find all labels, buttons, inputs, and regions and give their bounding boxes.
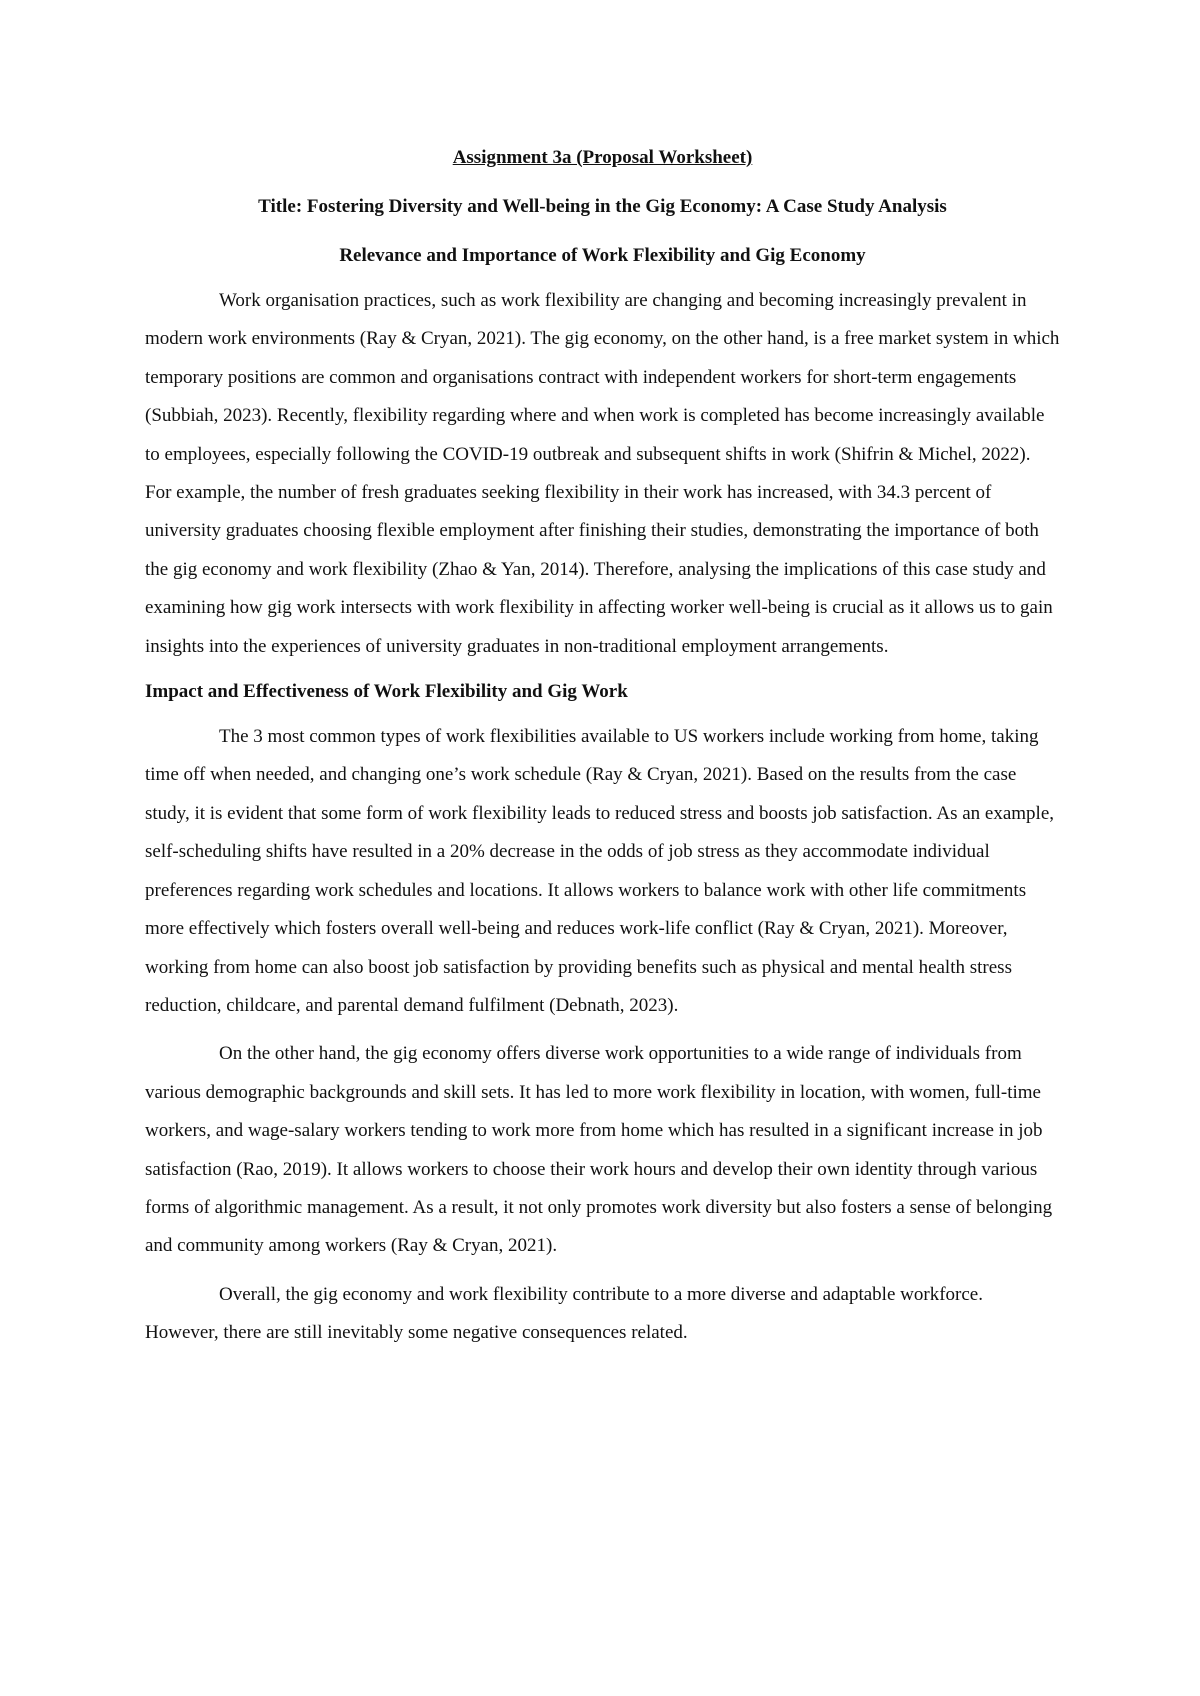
paragraph-impact-2: On the other hand, the gig economy offers diverse work opportunities to a wide range of individuals from various demographic backgrounds and skill sets. It has led to more work flexibility in location, with women, full-time workers, and wage-salary workers tending to work more from home which has resulted in a significant increase in job satisfaction (Rao, 2019). It allows workers to choose their work hours and develop their own identity through various forms of algorithmic management. As a result, it not only promotes work diversity but also fosters a sense of belonging and community among workers (Ray & Cryan, 2021).: [145, 1043, 1053, 1257]
section-heading-relevance: Relevance and Importance of Work Flexibility and Gig Economy: [339, 245, 866, 266]
document-title: Assignment 3a (Proposal Worksheet): [452, 147, 753, 168]
paragraph-relevance: Work organisation practices, such as work flexibility are changing and becoming increasingly prevalent in modern work environments (Ray & Cryan, 2021). The gig economy, on the other hand, is a free market system in which temporary positions are common and organisations contract with independent workers for short-term engagements (Subbiah, 2023). Recently, flexibility regarding where and when work is completed has become increasingly available to employees, especially following the COVID-19 outbreak and subsequent shifts in work (Shifrin & Michel, 2022). For example, the number of fresh graduates seeking flexibility in their work has increased, with 34.3 percent of university graduates choosing flexible employment after finishing their studies, demonstrating the importance of both the gig economy and work flexibility (Zhao & Yan, 2014). Therefore, analysing the implications of this case study and examining how gig work intersects with work flexibility in affecting worker well-being is crucial as it allows us to gain insights into the experiences of university graduates in non-traditional employment arrangements.: [145, 290, 1060, 657]
document-subtitle: Title: Fostering Diversity and Well-being in the Gig Economy: A Case Study Analysis: [258, 196, 947, 217]
paragraph-impact-3: Overall, the gig economy and work flexibility contribute to a more diverse and adaptable workforce. However, there are still inevitably some negative consequences related.: [145, 1283, 983, 1344]
section-heading-impact: Impact and Effectiveness of Work Flexibility and Gig Work: [145, 681, 628, 703]
paragraph-impact-1: The 3 most common types of work flexibilities available to US workers include working from home, taking time off when needed, and changing one’s work schedule (Ray & Cryan, 2021). Based on the results from the case study, it is evident that some form of work flexibility leads to reduced stress and boosts job satisfaction. As an example, self-scheduling shifts have resulted in a 20% decrease in the odds of job stress as they accommodate individual preferences regarding work schedules and locations. It allows workers to balance work with other life commitments more effectively which fosters overall well-being and reduces work-life conflict (Ray & Cryan, 2021). Moreover, working from home can also boost job satisfaction by providing benefits such as physical and mental health stress reduction, childcare, and parental demand fulfilment (Debnath, 2023).: [145, 726, 1055, 1016]
